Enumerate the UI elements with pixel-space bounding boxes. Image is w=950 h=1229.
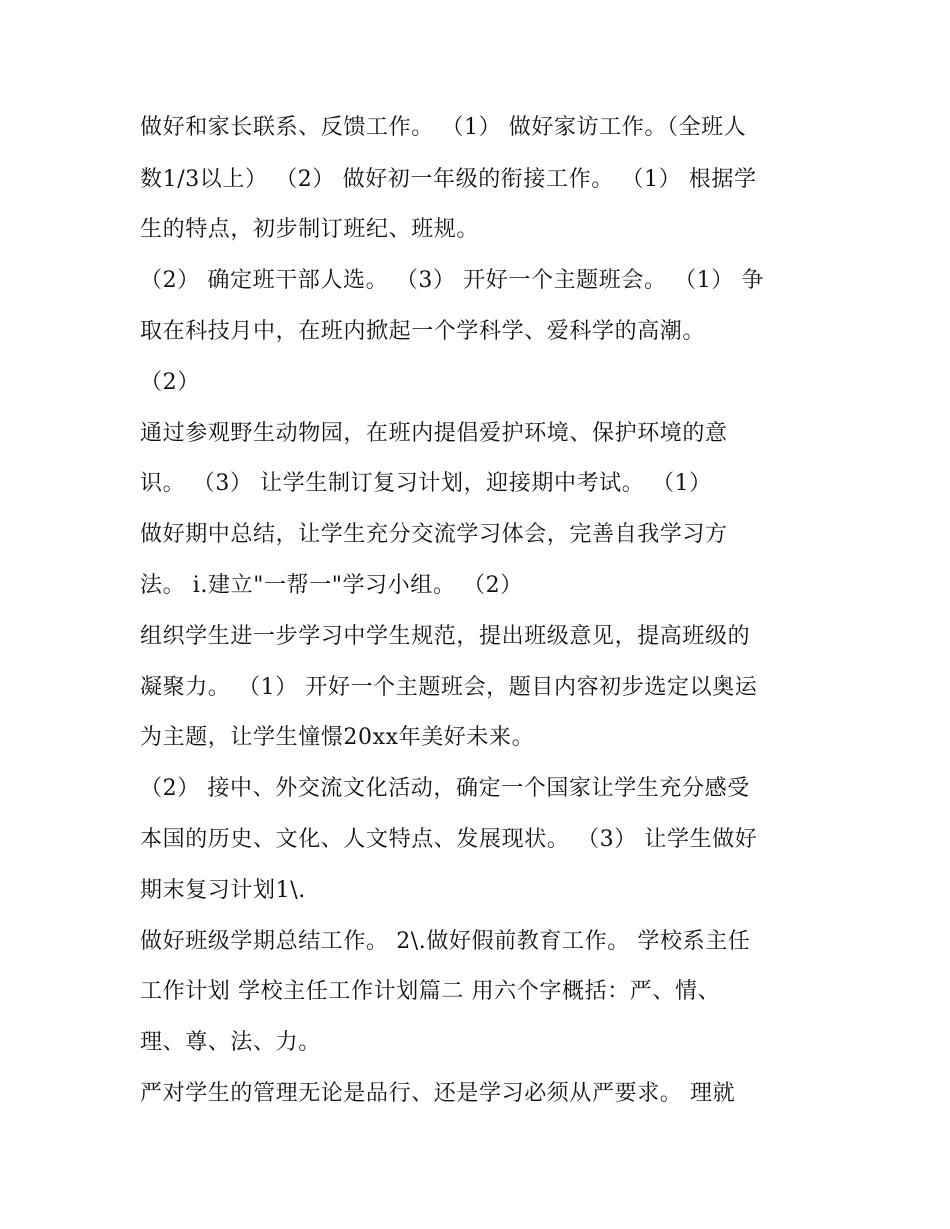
text-line: 组织学生进一步学习中学生规范，提出班级意见，提高班级的 bbox=[140, 624, 751, 649]
text-line: 做好和家长联系、反馈工作。 （1） 做好家访工作。（全班人 bbox=[140, 115, 747, 140]
text-line: 生的特点，初步制订班纪、班规。 bbox=[140, 217, 480, 242]
text-line: 做好班级学期总结工作。 2\.做好假前教育工作。 学校系主任 bbox=[140, 929, 751, 954]
text-line: 工作计划 学校主任工作计划篇二 用六个字概括：严、情、 bbox=[140, 979, 721, 1004]
text-line: 严对学生的管理无论是品行、还是学习必须从严要求。 理就 bbox=[140, 1081, 736, 1106]
text-line: 凝聚力。 （1） 开好一个主题班会，题目内容初步选定以奥运 bbox=[140, 675, 758, 700]
text-line: 取在科技月中，在班内掀起一个学科学、爱科学的高潮。 bbox=[140, 319, 706, 344]
text-line: （2） bbox=[140, 370, 200, 395]
text-line: （2） 确定班干部人选。 （3） 开好一个主题班会。 （1） 争 bbox=[140, 268, 765, 293]
text-line: 通过参观野生动物园，在班内提倡爱护环境、保护环境的意 bbox=[140, 421, 728, 446]
text-line: 理、尊、法、力。 bbox=[140, 1030, 321, 1055]
text-line: 数1/3以上） （2） 做好初一年级的衔接工作。 （1） 根据学 bbox=[140, 167, 757, 192]
text-line: 为主题，让学生憧憬20xx年美好未来。 bbox=[140, 725, 535, 750]
text-line: （2） 接中、外交流文化活动，确定一个国家让学生充分感受 bbox=[140, 776, 750, 801]
text-line: 识。 （3） 让学生制订复习计划，迎接期中考试。 （1） bbox=[140, 471, 712, 496]
text-line: 法。 i.建立"一帮一"学习小组。 （2） bbox=[140, 573, 523, 598]
text-line: 期末复习计划1\. bbox=[140, 878, 306, 903]
text-line: 本国的历史、文化、人文特点、发展现状。 （3） 让学生做好 bbox=[140, 827, 758, 852]
text-line: 做好期中总结，让学生充分交流学习体会，完善自我学习方 bbox=[140, 522, 728, 547]
